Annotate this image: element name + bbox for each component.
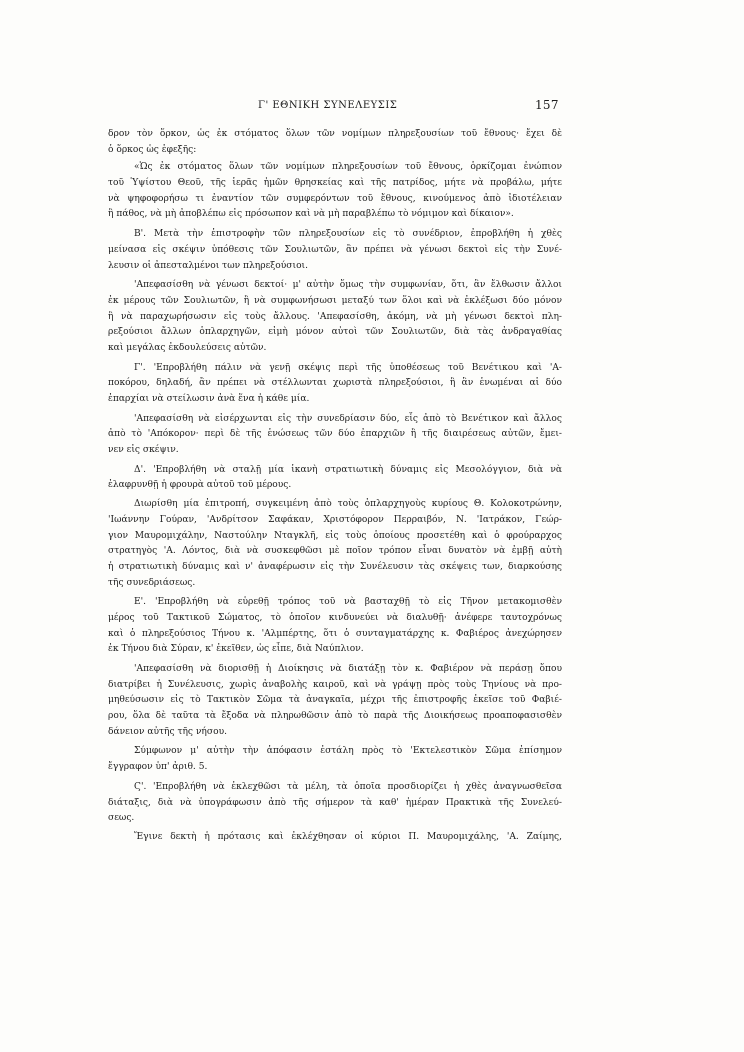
text-line: ἢ νὰ παραχωρήσωσιν εἰς τοὺς ἄλλους. 'Απεφασίσθη, ἀκόμη, νὰ μὴ γένωσι δεκτοὶ πλη- <box>108 311 562 322</box>
text-line: δρον τὸν ὅρκον, ὡς ἐκ στόματος ὅλων τῶν νομίμων πληρεξουσίων τοῦ ἔθνους· ἔχει δὲ <box>108 129 562 139</box>
paragraph <box>108 227 562 274</box>
text-line: «Ὡς ἐκ στόματος ὅλων τῶν νομίμων πληρεξουσίων τοῦ ἔθνους, ὁρκίζομαι ἐνώπιον <box>134 162 562 173</box>
text-line: Διωρίσθη μία ἐπιτροπή, συγκειμένη ἀπὸ τοὺς ὁπλαρχηγοὺς κυρίους Θ. Κολοκοτρώνην, <box>134 499 562 510</box>
text-line: διατρίβει ἡ Συνέλευσις, χωρὶς ἀναβολὴς καιροῦ, καὶ νὰ γράψῃ πρὸς τοὺς Τηνίους νὰ προ- <box>108 679 562 690</box>
text-line: τῆς συνεδριάσεως. <box>108 577 196 588</box>
text-line: 'Απεφασίσθη νὰ εἰσέρχωνται εἰς τὴν συνεδρίασιν δύο, εἷς ἀπὸ τὸ Βενέτικον καὶ ἄλλος <box>134 413 562 424</box>
text-line: Σύμφωνον μ' αὐτὴν τὴν ἀπόφασιν ἐστάλη πρὸς τὸ 'Εκτελεστικὸν Σῶμα ἐπίσημον <box>134 746 562 757</box>
text-line: ἐπαρχίαι νὰ στείλωσιν ἀνὰ ἕνα ἡ κάθε μία. <box>108 394 310 404</box>
text-line: καὶ μεγάλας ἐκδουλεύσεις αὐτῶν. <box>108 342 267 353</box>
text-line: Δ'. 'Επροβλήθη νὰ σταλῇ μία ἱκανὴ στρατιωτικὴ δύναμις εἰς Μεσολόγγιον, διὰ νὰ <box>134 464 562 475</box>
text-line: ἀπὸ τὸ 'Απόκορον· περὶ δὲ τῆς ἑνώσεως τῶν δύο ἐπαρχιῶν ἢ τῆς διαιρέσεως αὐτῶν, ἔμει- <box>108 429 562 440</box>
text-line: ρεξούσιοι ἄλλων ὁπλαρχηγῶν, εἰμὴ μόνον αὐτοὶ τῶν Σουλιωτῶν, διὰ τὰς ἀνδραγαθίας <box>108 327 562 338</box>
text-line: μείνασα εἰς σκέψιν ὑπόθεσις τῶν Σουλιωτῶν, ἂν πρέπει νὰ γένωσι δεκτοὶ εἰς τὴν Συνέ- <box>108 244 562 255</box>
text-line: καὶ ὁ πληρεξούσιος Τήνου κ. 'Αλμπέρτης, ὅτι ὁ συνταγματάρχης κ. Φαβιέρος ἀνεχώρησεν <box>108 628 562 639</box>
text-line: τοῦ Ὑψίστου Θεοῦ, τῆς ἱερᾶς ἡμῶν θρησκείας καὶ τῆς πατρίδος, μήτε νὰ προβάλω, μήτε <box>108 178 562 189</box>
paragraph <box>108 463 562 494</box>
paragraph <box>108 127 562 158</box>
text-line: Ἔγινε δεκτὴ ἡ πρότασις καὶ ἐκλέχθησαν οἱ κύριοι Π. Μαυρομιχάλης, 'Α. Ζαίμης, <box>134 831 562 842</box>
paragraph <box>108 595 562 658</box>
paragraph <box>108 361 562 408</box>
text-line: νὰ ψηφοφορήσω τι ἐναντίον τῶν συμφερόντων τοῦ ἔθνους, κινούμενος ἀπὸ ἰδιοτέλειαν <box>108 193 562 204</box>
text-line: ἐκ μέρους τῶν Σουλιωτῶν, ἢ νὰ συμφωνήσωσι μεταξύ των ὅλοι καὶ νὰ ἐκλέξωσι δύο μόνον <box>108 295 562 306</box>
text-line: 'Ιωάννην Γούραν, 'Ανδρίτσον Σαφάκαν, Χριστόφορον Περραιβόν, Ν. 'Ιατράκον, Γεώρ- <box>108 514 562 525</box>
paragraph <box>108 412 562 459</box>
body-text <box>108 127 562 846</box>
text-line: διάταξις, διὰ νὰ ὑπογράφωσιν ἀπὸ τῆς σήμερον τὰ καθ' ἡμέραν Πρακτικὰ τῆς Συνελεύ- <box>108 797 562 808</box>
text-line: νεν εἰς σκέψιν. <box>108 445 179 456</box>
text-line: δάνειον αὐτῆς τῆς νήσου. <box>108 726 227 737</box>
text-line: λευσιν οἱ ἀπεσταλμένοι των πληρεξούσιοι. <box>108 260 309 271</box>
text-line: μέρος τοῦ Τακτικοῦ Σώματος, τὸ ὁποῖον κινδυνεύει νὰ διαλυθῇ· ἀνέφερε ταυτοχρόνως <box>108 612 562 623</box>
text-line: μηθεύσωσιν εἰς τὸ Τακτικὸν Σῶμα τὰ ἀναγκαῖα, μέχρι τῆς ἐπιστροφῆς ἐκεῖσε τοῦ Φαβιέ- <box>108 695 562 706</box>
text-line: ποκόρου, δηλαδή, ἂν πρέπει νὰ στέλλωνται χωριστὰ πληρεξούσιοι, ἢ ἂν ἑνωμέναι αἱ δύο <box>108 378 562 389</box>
text-line: ἢ πάθος, νὰ μὴ ἀποβλέπω εἰς πρόσωπον καὶ νὰ μὴ παραβλέπω τὸ νόμιμον καὶ δίκαιον». <box>108 209 514 220</box>
paragraph <box>108 662 562 740</box>
text-line: Β'. Μετὰ τὴν ἐπιστροφὴν τῶν πληρεξουσίων εἰς τὸ συνέδριον, ἐπροβλήθη ἡ χθὲς <box>134 229 562 240</box>
paragraph <box>108 160 562 223</box>
text-line: ἔγγραφον ὑπ' ἀριθ. 5. <box>108 762 208 773</box>
paragraph <box>108 497 562 591</box>
paragraph <box>108 744 562 775</box>
paragraph <box>108 780 562 827</box>
text-line: 'Απεφασίσθη νὰ διορισθῇ ἡ Διοίκησις νὰ διατάξῃ τὸν κ. Φαβιέρον νὰ περάσῃ ὅπου <box>134 664 562 674</box>
text-line: γιον Μαυρομιχάλην, Ναστούλην Νταγκλῆ, εἰς τοὺς ὁποίους προσετέθη καὶ ὁ φρούραρχος <box>108 530 562 541</box>
text-line: ὁ ὅρκος ὡς ἑφεξῆς: <box>108 144 197 155</box>
paragraph <box>108 830 562 846</box>
text-line: Ϛ'. 'Επροβλήθη νὰ ἐκλεχθῶσι τὰ μέλη, τὰ ὁποῖα προσδιορίζει ἡ χθὲς ἀναγνωσθεῖσα <box>134 781 562 792</box>
text-line: Ε'. 'Επροβλήθη νὰ εὑρεθῇ τρόπος τοῦ νὰ βασταχθῇ τὸ εἰς Τῆνον μετακομισθὲν <box>134 597 562 608</box>
text-line: σεως. <box>108 813 135 824</box>
text-line: Γ'. 'Επροβλήθη πάλιν νὰ γενῇ σκέψις περὶ τῆς ὑποθέσεως τοῦ Βενέτικου καὶ 'Α- <box>134 362 562 373</box>
text-line: στρατηγὸς 'Α. Λόντος, διὰ νὰ συσκεφθῶσι μὲ ποῖον τρόπον εἶναι δυνατὸν νὰ ἐμβῇ αὐτὴ <box>108 546 562 557</box>
text-line: ἡ στρατιωτικὴ δύναμις καὶ ν' ἀναφέρωσιν εἰς τὴν Συνέλευσιν τὰς σκέψεις των, διαρκούσης <box>108 561 562 572</box>
text-line: ἐλαφρυνθῇ ἡ φρουρὰ αὐτοῦ τοῦ μέρους. <box>108 480 292 491</box>
paragraph <box>108 278 562 356</box>
page-number: 157 <box>535 98 559 112</box>
text-line: 'Απεφασίσθη νὰ γένωσι δεκτοί· μ' αὐτὴν ὅμως τὴν συμφωνίαν, ὅτι, ἂν ἔλθωσιν ἄλλοι <box>134 280 562 291</box>
text-line: ρου, ὅλα δὲ ταῦτα τὰ ἔξοδα νὰ πληρωθῶσιν ἀπὸ τὸ παρὰ τῆς Διοικήσεως προαποφασισθὲν <box>108 711 562 722</box>
running-title: Γ' ΕΘΝΙΚΗ ΣΥΝΕΛΕΥΣΙΣ <box>258 100 398 111</box>
text-line: ἐκ Τήνου διὰ Σύραν, κ' ἐκεῖθεν, ὡς εἶπε, διὰ Ναύπλιον. <box>108 644 364 655</box>
